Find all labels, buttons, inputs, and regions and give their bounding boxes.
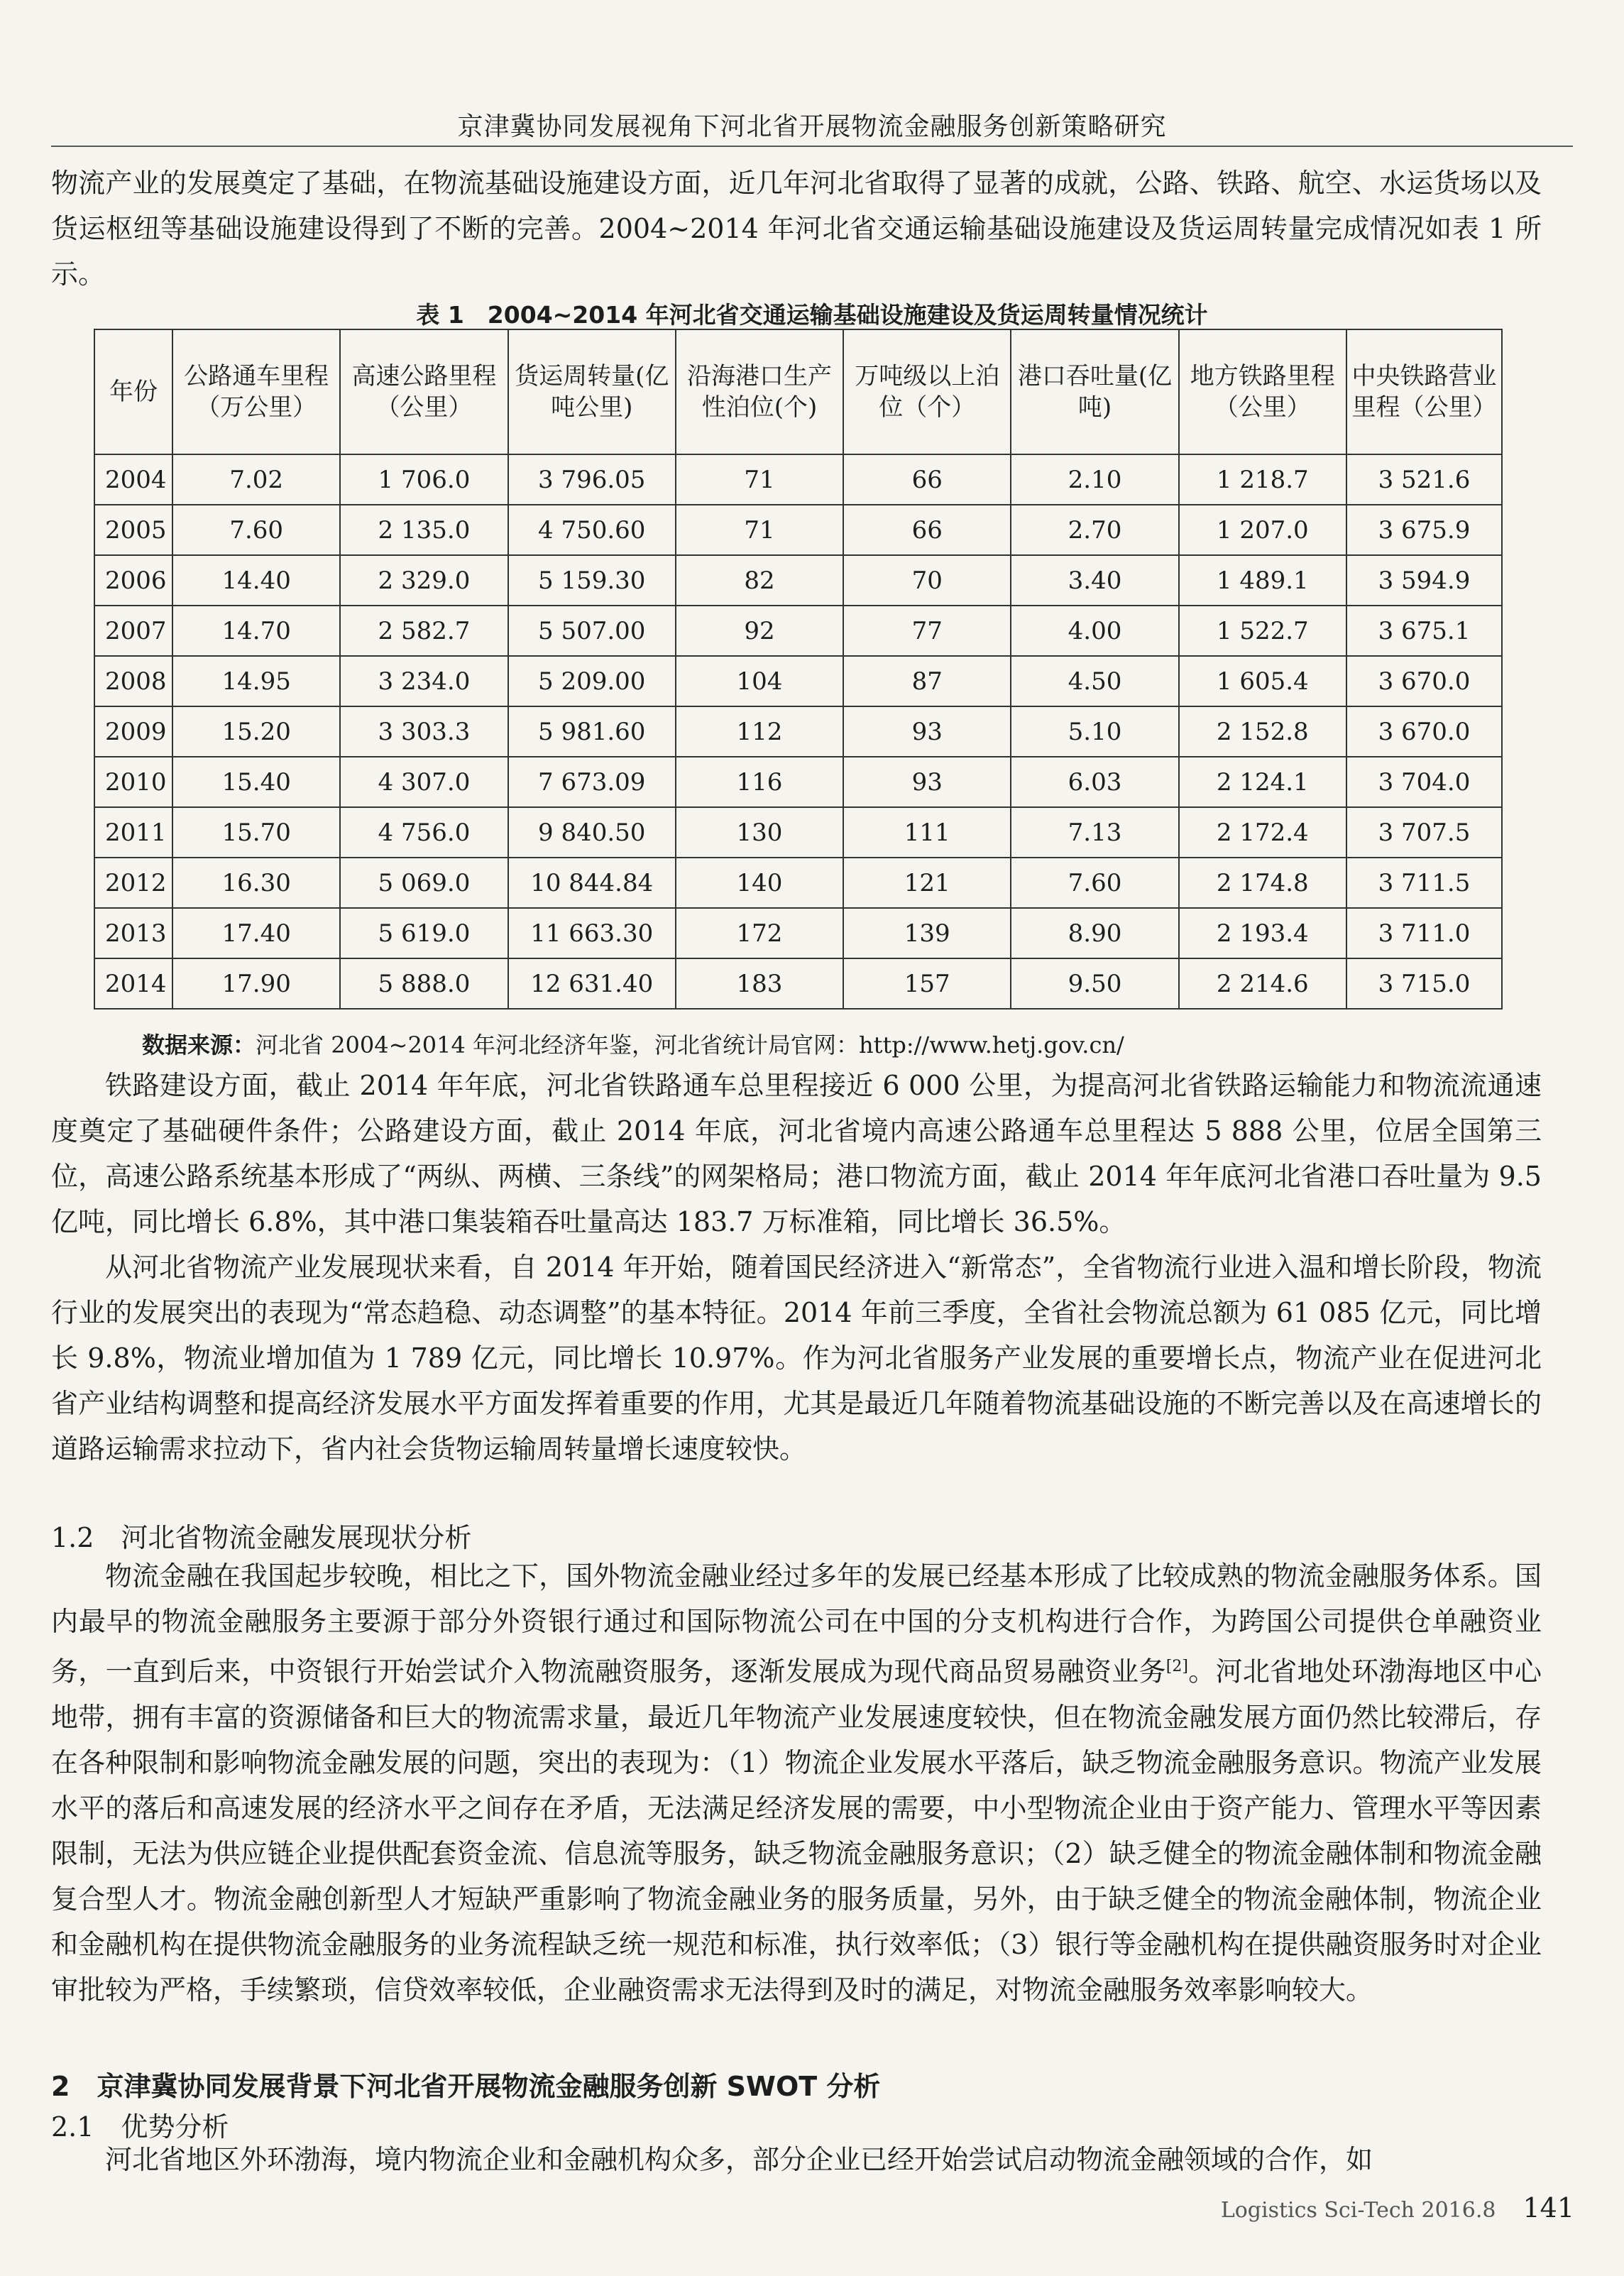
table-cell: 12 631.40 — [508, 958, 676, 1009]
table-cell: 111 — [843, 807, 1011, 858]
table-cell: 2 124.1 — [1179, 757, 1346, 807]
table-cell: 5 619.0 — [340, 908, 508, 958]
table-cell: 2 152.8 — [1179, 706, 1346, 757]
header-local-railway: 地方铁路里程（公里） — [1179, 329, 1346, 454]
heading-2-1: 2.1 优势分析 — [51, 2111, 229, 2143]
table-cell: 4.50 — [1011, 656, 1178, 706]
table-cell: 3 670.0 — [1346, 706, 1502, 757]
table-cell: 14.95 — [172, 656, 340, 706]
table-cell: 172 — [676, 908, 843, 958]
table-cell-year: 2009 — [94, 706, 172, 757]
paragraph-logistics-finance — [51, 1553, 1542, 2013]
table-cell: 3 594.9 — [1346, 555, 1502, 606]
table-cell: 17.90 — [172, 958, 340, 1009]
paragraph-finance-part-b: 。河北省地处环渤海地区中心地带，拥有丰富的资源储备和巨大的物流需求量，最近几年物流产业发展速度较快，但在物流金融发展方面仍然比较滞后，存在各种限制和影响物流金融发展的问题，突出的表现为：（1）物流企业发展水平落后，缺乏物流金融服务意识。物流产业发展水平的落后和高速发展的经济水平之间存在矛盾，无法满足经济发展的需要，中小型物流企业由于资产能力、管理水平等因素限制，无法为供应链企业提供配套资金流、信息流等服务，缺乏物流金融服务意识；（2）缺乏健全的物流金融体制和物流金融复合型人才。物流金融创新型人才短缺严重影响了物流金融业务的服务质量，另外，由于缺乏健全的物流金融体制，物流企业和金融机构在提供物流金融服务的业务流程缺乏统一规范和标准，执行效率低；（3）银行等金融机构在提供融资服务时对企业审批较为严格，手续繁琐，信贷效率较低，企业融资需求无法得到及时的满足，对物流金融服务效率影响较大。 — [51, 1656, 1542, 2006]
table-cell: 104 — [676, 656, 843, 706]
table-cell: 5 507.00 — [508, 606, 676, 656]
header-rule — [51, 146, 1573, 147]
table-cell: 4.00 — [1011, 606, 1178, 656]
header-road-mileage: 公路通车里程（万公里） — [172, 329, 340, 454]
page-number: 141 — [1522, 2192, 1574, 2223]
table-body — [94, 454, 1502, 1009]
page-footer — [1221, 2192, 1574, 2223]
table-cell: 1 489.1 — [1179, 555, 1346, 606]
paragraph-advantage: 河北省地区外环渤海，境内物流企业和金融机构众多，部分企业已经开始尝试启动物流金融领域的合作，如 — [105, 2144, 1373, 2175]
table-cell: 3 234.0 — [340, 656, 508, 706]
table-cell: 130 — [676, 807, 843, 858]
table-row — [94, 606, 1502, 656]
table-cell: 11 663.30 — [508, 908, 676, 958]
table-cell: 71 — [676, 505, 843, 555]
table-row — [94, 807, 1502, 858]
table-cell: 4 307.0 — [340, 757, 508, 807]
table-cell: 6.03 — [1011, 757, 1178, 807]
table-cell: 2 582.7 — [340, 606, 508, 656]
table-cell: 3 675.9 — [1346, 505, 1502, 555]
table-cell: 4 756.0 — [340, 807, 508, 858]
table-cell: 157 — [843, 958, 1011, 1009]
table-row — [94, 908, 1502, 958]
intro-paragraph: 物流产业的发展奠定了基础，在物流基础设施建设方面，近几年河北省取得了显著的成就，公路、铁路、航空、水运货场以及货运枢纽等基础设施建设得到了不断的完善。2004~2014 年河北省交通运输基础设施建设及货运周转量完成情况如表 1 所示。 — [51, 168, 1542, 290]
table-cell: 140 — [676, 858, 843, 908]
table-cell: 1 706.0 — [340, 454, 508, 505]
statistics-table — [94, 329, 1503, 1010]
table-cell: 93 — [843, 706, 1011, 757]
table-cell: 3 715.0 — [1346, 958, 1502, 1009]
table-cell: 2 174.8 — [1179, 858, 1346, 908]
table-cell: 121 — [843, 858, 1011, 908]
table-cell: 15.20 — [172, 706, 340, 757]
table-cell: 5 159.30 — [508, 555, 676, 606]
table-cell: 2 329.0 — [340, 555, 508, 606]
heading-2: 2 京津冀协同发展背景下河北省开展物流金融服务创新 SWOT 分析 — [51, 2071, 881, 2102]
table-cell-year: 2007 — [94, 606, 172, 656]
table-cell: 2 135.0 — [340, 505, 508, 555]
table-row — [94, 555, 1502, 606]
table-row — [94, 858, 1502, 908]
table-cell: 2.70 — [1011, 505, 1178, 555]
table-cell: 5 209.00 — [508, 656, 676, 706]
heading-1-2: 1.2 河北省物流金融发展现状分析 — [51, 1522, 472, 1553]
table-cell-year: 2004 — [94, 454, 172, 505]
data-source-note — [142, 1027, 1124, 1060]
header-year: 年份 — [94, 329, 172, 454]
source-label: 数据来源： — [142, 1032, 256, 1058]
table-cell: 7 673.09 — [508, 757, 676, 807]
table-cell: 7.60 — [1011, 858, 1178, 908]
table-cell: 3 711.5 — [1346, 858, 1502, 908]
table-cell-year: 2008 — [94, 656, 172, 706]
header-freight-turnover: 货运周转量(亿吨公里) — [508, 329, 676, 454]
table-cell: 1 218.7 — [1179, 454, 1346, 505]
table-cell: 5 981.60 — [508, 706, 676, 757]
table-cell: 66 — [843, 454, 1011, 505]
table-cell-year: 2006 — [94, 555, 172, 606]
table-cell: 3 711.0 — [1346, 908, 1502, 958]
table-cell-year: 2014 — [94, 958, 172, 1009]
table-cell: 1 605.4 — [1179, 656, 1346, 706]
paragraph-railway: 铁路建设方面，截止 2014 年年底，河北省铁路通车总里程接近 6 000 公里，为提高河北省铁路运输能力和物流流通速度奠定了基础硬件条件；公路建设方面，截止 2014 年底，河北省境内高速公路通车总里程达 5 888 公里，位居全国第三位，高速公路系统基本形成了“两纵、两横、三条线”的网架格局；港口物流方面，截止 2014 年年底河北省港口吞吐量为 9.5 亿吨，同比增长 6.8%，其中港口集装箱吞吐量高达 183.7 万标准箱，同比增长 36.5%。 — [51, 1070, 1542, 1237]
table-cell: 17.40 — [172, 908, 340, 958]
table-cell: 7.13 — [1011, 807, 1178, 858]
table-header-row — [94, 329, 1502, 454]
table-cell: 5 069.0 — [340, 858, 508, 908]
table-cell: 14.40 — [172, 555, 340, 606]
citation-ref: [2] — [1165, 1658, 1188, 1675]
table-row — [94, 454, 1502, 505]
table-row — [94, 706, 1502, 757]
table-cell: 3 796.05 — [508, 454, 676, 505]
table-cell: 14.70 — [172, 606, 340, 656]
table-cell-year: 2005 — [94, 505, 172, 555]
header-port-throughput: 港口吞吐量(亿吨) — [1011, 329, 1178, 454]
table-cell: 183 — [676, 958, 843, 1009]
table-cell: 7.60 — [172, 505, 340, 555]
table-cell: 3 303.3 — [340, 706, 508, 757]
table-cell: 5.10 — [1011, 706, 1178, 757]
paragraph-finance-part-a: 物流金融在我国起步较晚，相比之下，国外物流金融业经过多年的发展已经基本形成了比较成熟的物流金融服务体系。国内最早的物流金融服务主要源于部分外资银行通过和国际物流公司在中国的分支机构进行合作，为跨国公司提供仓单融资业务，一直到后来，中资银行开始尝试介入物流融资服务，逐渐发展成为现代商品贸易融资业务 — [51, 1560, 1542, 1687]
footer-journal: Logistics Sci-Tech 2016.8 — [1220, 2198, 1496, 2223]
table-cell: 2.10 — [1011, 454, 1178, 505]
table-cell: 2 214.6 — [1179, 958, 1346, 1009]
table-cell: 2 172.4 — [1179, 807, 1346, 858]
table-caption: 表 1 2004~2014 年河北省交通运输基础设施建设及货运周转量情况统计 — [416, 301, 1208, 329]
table-cell: 2 193.4 — [1179, 908, 1346, 958]
table-cell: 3 670.0 — [1346, 656, 1502, 706]
table-cell-year: 2012 — [94, 858, 172, 908]
table-row — [94, 656, 1502, 706]
table-cell-year: 2011 — [94, 807, 172, 858]
table-cell: 16.30 — [172, 858, 340, 908]
table-cell: 3 675.1 — [1346, 606, 1502, 656]
table-cell: 3.40 — [1011, 555, 1178, 606]
table-cell: 1 207.0 — [1179, 505, 1346, 555]
table-cell: 3 707.5 — [1346, 807, 1502, 858]
table-cell: 139 — [843, 908, 1011, 958]
table-cell: 3 521.6 — [1346, 454, 1502, 505]
table-row — [94, 505, 1502, 555]
table-cell: 8.90 — [1011, 908, 1178, 958]
table-row — [94, 757, 1502, 807]
header-coastal-berths: 沿海港口生产性泊位(个) — [676, 329, 843, 454]
table-cell: 92 — [676, 606, 843, 656]
table-cell: 82 — [676, 555, 843, 606]
table-cell: 15.40 — [172, 757, 340, 807]
source-text: 河北省 2004~2014 年河北经济年鉴，河北省统计局官网：http://www.hetj.gov.cn/ — [256, 1032, 1124, 1058]
header-central-railway: 中央铁路营业里程（公里） — [1346, 329, 1502, 454]
table-cell: 93 — [843, 757, 1011, 807]
table-cell: 9.50 — [1011, 958, 1178, 1009]
table-cell: 87 — [843, 656, 1011, 706]
table-cell: 77 — [843, 606, 1011, 656]
table-row — [94, 958, 1502, 1009]
table-cell: 66 — [843, 505, 1011, 555]
table-cell: 7.02 — [172, 454, 340, 505]
table-cell: 70 — [843, 555, 1011, 606]
table-cell: 116 — [676, 757, 843, 807]
table-cell-year: 2010 — [94, 757, 172, 807]
table-cell: 15.70 — [172, 807, 340, 858]
paragraph-logistics-status: 从河北省物流产业发展现状来看，自 2014 年开始，随着国民经济进入“新常态”，全省物流行业进入温和增长阶段，物流行业的发展突出的表现为“常态趋稳、动态调整”的基本特征。2014 年前三季度，全省社会物流总额为 61 085 亿元，同比增长 9.8%，物流业增加值为 1 789 亿元，同比增长 10.97%。作为河北省服务产业发展的重要增长点，物流产业在促进河北省产业结构调整和提高经济发展水平方面发挥着重要的作用，尤其是最近几年随着物流基础设施的不断完善以及在高速增长的道路运输需求拉动下，省内社会货物运输周转量增长速度较快。 — [51, 1252, 1542, 1465]
header-expressway-mileage: 高速公路里程（公里） — [340, 329, 508, 454]
header-10k-ton-berths: 万吨级以上泊位（个） — [843, 329, 1011, 454]
table-cell: 3 704.0 — [1346, 757, 1502, 807]
table-cell: 71 — [676, 454, 843, 505]
running-head: 京津冀协同发展视角下河北省开展物流金融服务创新策略研究 — [457, 112, 1167, 141]
table-cell: 112 — [676, 706, 843, 757]
table-cell: 1 522.7 — [1179, 606, 1346, 656]
table-cell-year: 2013 — [94, 908, 172, 958]
table-cell: 5 888.0 — [340, 958, 508, 1009]
table-cell: 4 750.60 — [508, 505, 676, 555]
table-cell: 10 844.84 — [508, 858, 676, 908]
table-cell: 9 840.50 — [508, 807, 676, 858]
